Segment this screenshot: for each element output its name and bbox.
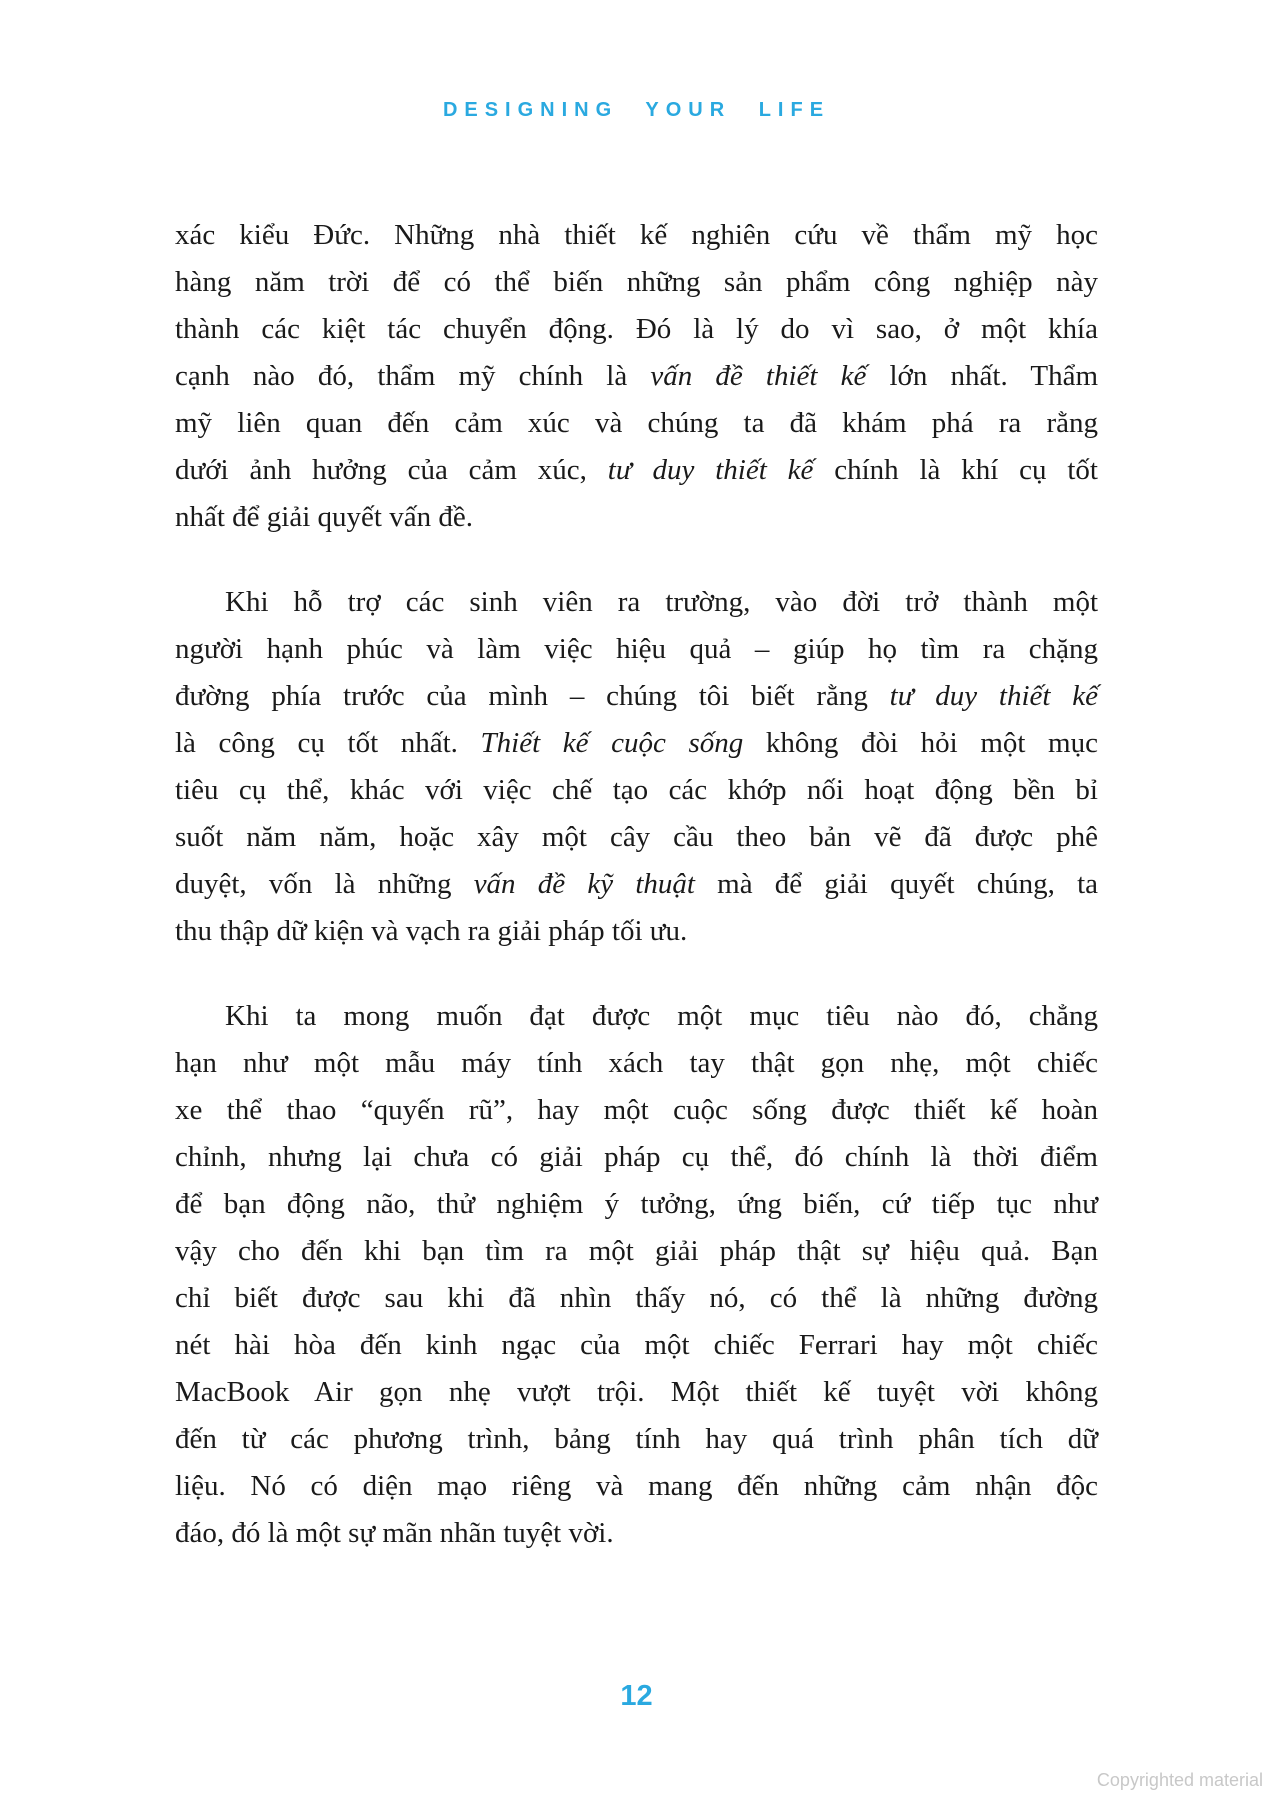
text-segment: chính là khí cụ tốt bbox=[813, 454, 1098, 486]
text-line bbox=[175, 993, 1098, 1040]
text-line bbox=[175, 353, 1098, 400]
italic-text-segment: vấn đề thiết kế bbox=[650, 360, 867, 392]
body-text bbox=[175, 212, 1098, 1595]
text-segment: không đòi hỏi một mục bbox=[743, 727, 1098, 759]
text-segment: chỉnh, nhưng lại chưa có giải pháp cụ thể, đó chính là thời điểm bbox=[175, 1141, 1098, 1173]
text-segment: vậy cho đến khi bạn tìm ra một giải pháp thật sự hiệu quả. Bạn bbox=[175, 1235, 1098, 1267]
text-line bbox=[175, 861, 1098, 908]
text-line bbox=[175, 1087, 1098, 1134]
text-segment: để bạn động não, thử nghiệm ý tưởng, ứng biến, cứ tiếp tục như bbox=[175, 1188, 1098, 1220]
text-line bbox=[175, 306, 1098, 353]
text-segment: thu thập dữ kiện và vạch ra giải pháp tối ưu. bbox=[175, 915, 688, 947]
running-header: DESIGNING YOUR LIFE bbox=[442, 99, 831, 121]
text-line bbox=[175, 1275, 1098, 1322]
text-segment: đáo, đó là một sự mãn nhãn tuyệt vời. bbox=[175, 1517, 614, 1549]
text-segment: mà để giải quyết chúng, ta bbox=[694, 868, 1098, 900]
text-segment: chỉ biết được sau khi đã nhìn thấy nó, có thể là những đường bbox=[175, 1282, 1098, 1314]
text-segment: liệu. Nó có diện mạo riêng và mang đến những cảm nhận độc bbox=[175, 1470, 1098, 1502]
paragraph bbox=[175, 993, 1098, 1557]
text-segment: đường phía trước của mình – chúng tôi biết rằng bbox=[175, 680, 890, 712]
text-segment: Khi hỗ trợ các sinh viên ra trường, vào đời trở thành một bbox=[225, 586, 1098, 618]
text-segment: nhất để giải quyết vấn đề. bbox=[175, 501, 473, 533]
paragraph bbox=[175, 579, 1098, 955]
text-line bbox=[175, 1322, 1098, 1369]
text-line bbox=[175, 1510, 1098, 1557]
text-line bbox=[175, 1134, 1098, 1181]
text-segment: suốt năm năm, hoặc xây một cây cầu theo bản vẽ đã được phê bbox=[175, 821, 1098, 853]
text-line bbox=[175, 908, 1098, 955]
text-segment: MacBook Air gọn nhẹ vượt trội. Một thiết kế tuyệt vời không bbox=[175, 1376, 1098, 1408]
text-line bbox=[175, 1416, 1098, 1463]
text-segment: xác kiểu Đức. Những nhà thiết kế nghiên cứu về thẩm mỹ học bbox=[175, 219, 1098, 251]
text-segment: cạnh nào đó, thẩm mỹ chính là bbox=[175, 360, 651, 392]
text-segment: thành các kiệt tác chuyển động. Đó là lý do vì sao, ở một khía bbox=[175, 313, 1098, 345]
copyright-watermark: Copyrighted material bbox=[1096, 1770, 1263, 1790]
text-segment: lớn nhất. Thẩm bbox=[866, 360, 1098, 392]
text-segment: mỹ liên quan đến cảm xúc và chúng ta đã khám phá ra rằng bbox=[175, 407, 1098, 439]
text-line bbox=[175, 400, 1098, 447]
page-number: 12 bbox=[620, 1680, 653, 1712]
text-line bbox=[175, 259, 1098, 306]
text-line bbox=[175, 1181, 1098, 1228]
italic-text-segment: Thiết kế cuộc sống bbox=[480, 727, 744, 759]
text-line bbox=[175, 212, 1098, 259]
text-line bbox=[175, 579, 1098, 626]
text-line bbox=[175, 673, 1098, 720]
text-segment: duyệt, vốn là những bbox=[175, 868, 474, 900]
text-line bbox=[175, 720, 1098, 767]
text-segment: hạn như một mẫu máy tính xách tay thật gọn nhẹ, một chiếc bbox=[175, 1047, 1098, 1079]
text-line bbox=[175, 447, 1098, 494]
text-line bbox=[175, 1463, 1098, 1510]
text-line bbox=[175, 767, 1098, 814]
paragraph bbox=[175, 212, 1098, 541]
text-segment: đến từ các phương trình, bảng tính hay quá trình phân tích dữ bbox=[175, 1423, 1098, 1455]
text-segment: là công cụ tốt nhất. bbox=[175, 727, 481, 759]
text-segment: người hạnh phúc và làm việc hiệu quả – giúp họ tìm ra chặng bbox=[175, 633, 1098, 665]
text-line bbox=[175, 494, 1098, 541]
text-segment: dưới ảnh hưởng của cảm xúc, bbox=[175, 454, 608, 486]
text-line bbox=[175, 1369, 1098, 1416]
text-line bbox=[175, 1228, 1098, 1275]
italic-text-segment: tư duy thiết kế bbox=[889, 680, 1098, 712]
text-segment: xe thể thao “quyến rũ”, hay một cuộc sống được thiết kế hoàn bbox=[175, 1094, 1098, 1126]
text-segment: Khi ta mong muốn đạt được một mục tiêu nào đó, chẳng bbox=[225, 1000, 1098, 1032]
text-line bbox=[175, 1040, 1098, 1087]
italic-text-segment: vấn đề kỹ thuật bbox=[473, 868, 695, 900]
text-segment: tiêu cụ thể, khác với việc chế tạo các khớp nối hoạt động bền bỉ bbox=[175, 774, 1098, 806]
italic-text-segment: tư duy thiết kế bbox=[607, 454, 814, 486]
text-segment: hàng năm trời để có thể biến những sản phẩm công nghiệp này bbox=[175, 266, 1098, 298]
text-line bbox=[175, 626, 1098, 673]
text-segment: nét hài hòa đến kinh ngạc của một chiếc Ferrari hay một chiếc bbox=[175, 1329, 1098, 1361]
text-line bbox=[175, 814, 1098, 861]
